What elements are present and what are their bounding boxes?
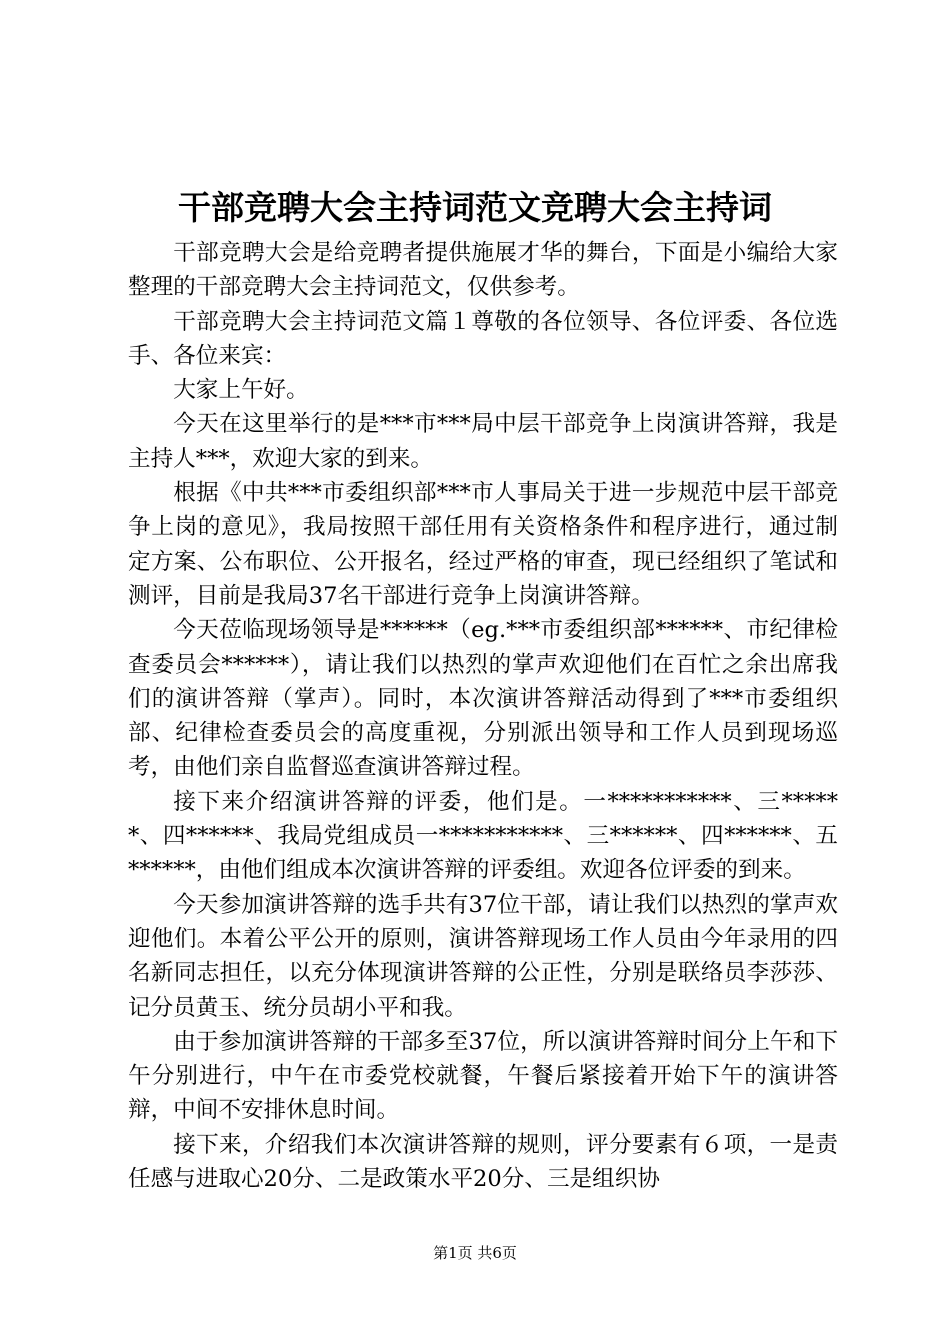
document-body xyxy=(128,236,838,1196)
paragraph-judges: 接下来介绍演讲答辩的评委，他们是。一***********、三******、四******、我局党组成员一***********、三******、四******、五******，由他们组成本次演讲答辩的评委组。欢迎各位评委的到来。 xyxy=(128,788,838,884)
paragraph-good-morning: 大家上午好。 xyxy=(173,377,309,404)
paragraph-intro: 干部竞聘大会是给竞聘者提供施展才华的舞台，下面是小编给大家整理的干部竞聘大会主持词范文，仅供参考。 xyxy=(128,240,838,301)
paragraph-candidates: 今天参加演讲答辩的选手共有37位干部，请让我们以热烈的掌声欢迎他们。本着公平公开的原则，演讲答辩现场工作人员由今年录用的四名新同志担任，以充分体现演讲答辩的公正性，分别是联络员李莎莎、记分员黄玉、统分员胡小平和我。 xyxy=(128,891,838,1021)
page-number-footer: 第1页 共6页 xyxy=(433,1244,517,1262)
paragraph-leaders: 今天莅临现场领导是******（eg.***市委组织部******、市纪律检查委员会******），请让我们以热烈的掌声欢迎他们在百忙之余出席我们的演讲答辩（掌声）。同时，本次演讲答辩活动得到了***市委组织部、纪律检查委员会的高度重视，分别派出领导和工作人员到现场巡考，由他们亲自监督巡查演讲答辩过程。 xyxy=(128,617,838,781)
paragraph-schedule: 由于参加演讲答辩的干部多至37位，所以演讲答辩时间分上午和下午分别进行，中午在市委党校就餐，午餐后紧接着开始下午的演讲答辩，中间不安排休息时间。 xyxy=(128,1028,838,1124)
paragraph-basis: 根据《中共***市委组织部***市人事局关于进一步规范中层干部竞争上岗的意见》，我局按照干部任用有关资格条件和程序进行，通过制定方案、公布职位、公开报名，经过严格的审查，现已经组织了笔试和测评，目前是我局37名干部进行竞争上岗演讲答辩。 xyxy=(128,480,838,609)
paragraph-event: 今天在这里举行的是***市***局中层干部竞争上岗演讲答辩，我是主持人***，欢迎大家的到来。 xyxy=(128,411,838,472)
paragraph-rules: 接下来，介绍我们本次演讲答辩的规则，评分要素有６项，一是责任感与进取心20分、二是政策水平20分、三是组织协 xyxy=(128,1131,838,1193)
paragraph-greeting: 干部竞聘大会主持词范文篇１尊敬的各位领导、各位评委、各位选手、各位来宾： xyxy=(128,308,838,369)
document-title: 干部竞聘大会主持词范文竞聘大会主持词 xyxy=(178,188,772,227)
